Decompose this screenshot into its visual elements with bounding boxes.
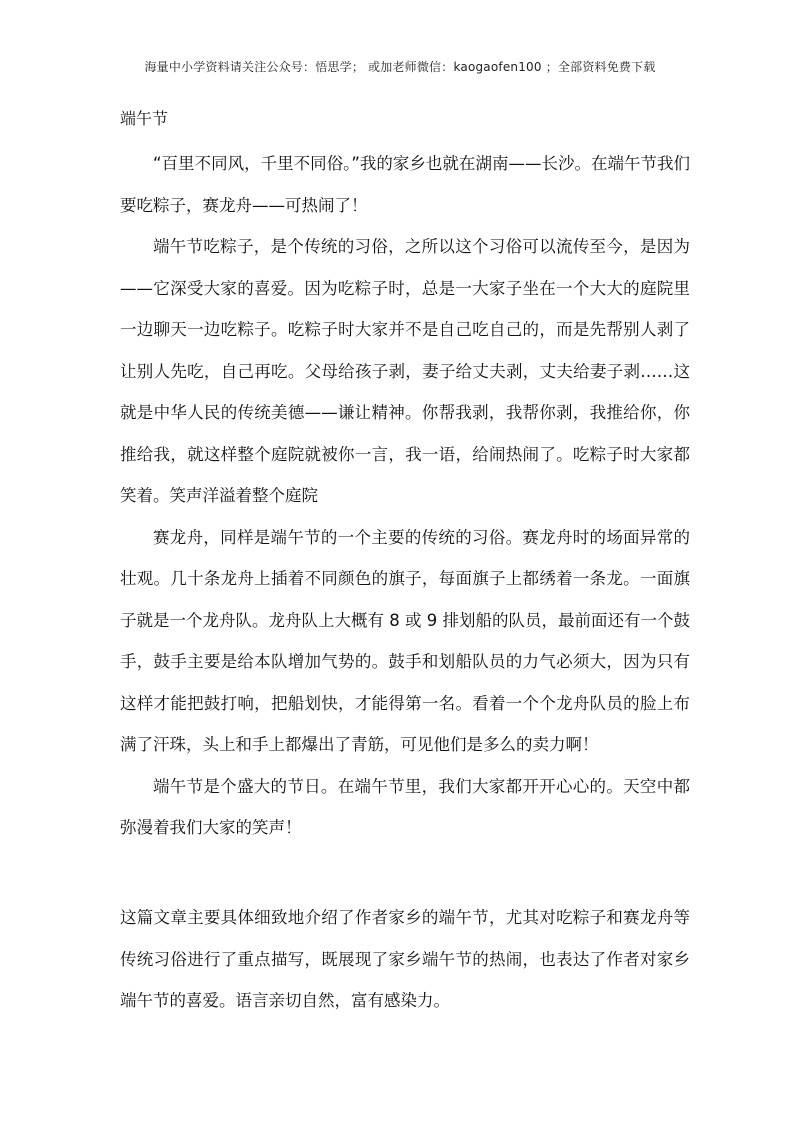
essay-paragraph: 赛龙舟，同样是端午节的一个主要的传统的习俗。赛龙舟时的场面异常的壮观。几十条龙舟上插着不同颜色的旗子，每面旗子上都绣着一条龙。一面旗子就是一个龙舟队。龙舟队上大概有 8 或 9 排划船的队员，最前面还有一个鼓手，鼓手主要是给本队增加气势的。鼓手和划船队员的力气必须大，因为只有这样才能把鼓打响，把船划快，才能得第一名。看着一个个龙舟队员的脸上布满了汗珠，头上和手上都爆出了青筋，可见他们是多么的卖力啊！ <box>120 527 690 754</box>
essay-title: 端午节 <box>120 109 169 128</box>
essay-paragraph: “百里不同风，千里不同俗。”我的家乡也就在湖南——长沙。在端午节我们要吃粽子，赛龙舟——可热闹了！ <box>120 154 690 215</box>
essay-body <box>120 143 690 849</box>
page-header: 海量中小学资料请关注公众号：悟思学； 或加老师微信：kaogaofen100 ；全部资料免费下载 <box>144 60 656 74</box>
essay-paragraph: 端午节是个盛大的节日。在端午节里，我们大家都开开心心的。天空中都弥漫着我们大家的笑声！ <box>120 776 690 837</box>
essay-paragraph: 端午节吃粽子，是个传统的习俗，之所以这个习俗可以流传至今，是因为——它深受大家的喜爱。因为吃粽子时，总是一大家子坐在一个大大的庭院里一边聊天一边吃粽子。吃粽子时大家并不是自己吃自己的，而是先帮别人剥了让别人先吃，自己再吃。父母给孩子剥，妻子给丈夫剥，丈夫给妻子剥……这就是中华人民的传统美德——谦让精神。你帮我剥，我帮你剥，我推给你，你推给我，就这样整个庭院就被你一言，我一语，给闹热闹了。吃粽子时大家都笑着。笑声洋溢着整个庭院 <box>120 237 690 505</box>
essay-commentary: 这篇文章主要具体细致地介绍了作者家乡的端午节，尤其对吃粽子和赛龙舟等传统习俗进行了重点描写，既展现了家乡端午节的热闹，也表达了作者对家乡端午节的喜爱。语言亲切自然，富有感染力。 <box>120 908 690 1010</box>
